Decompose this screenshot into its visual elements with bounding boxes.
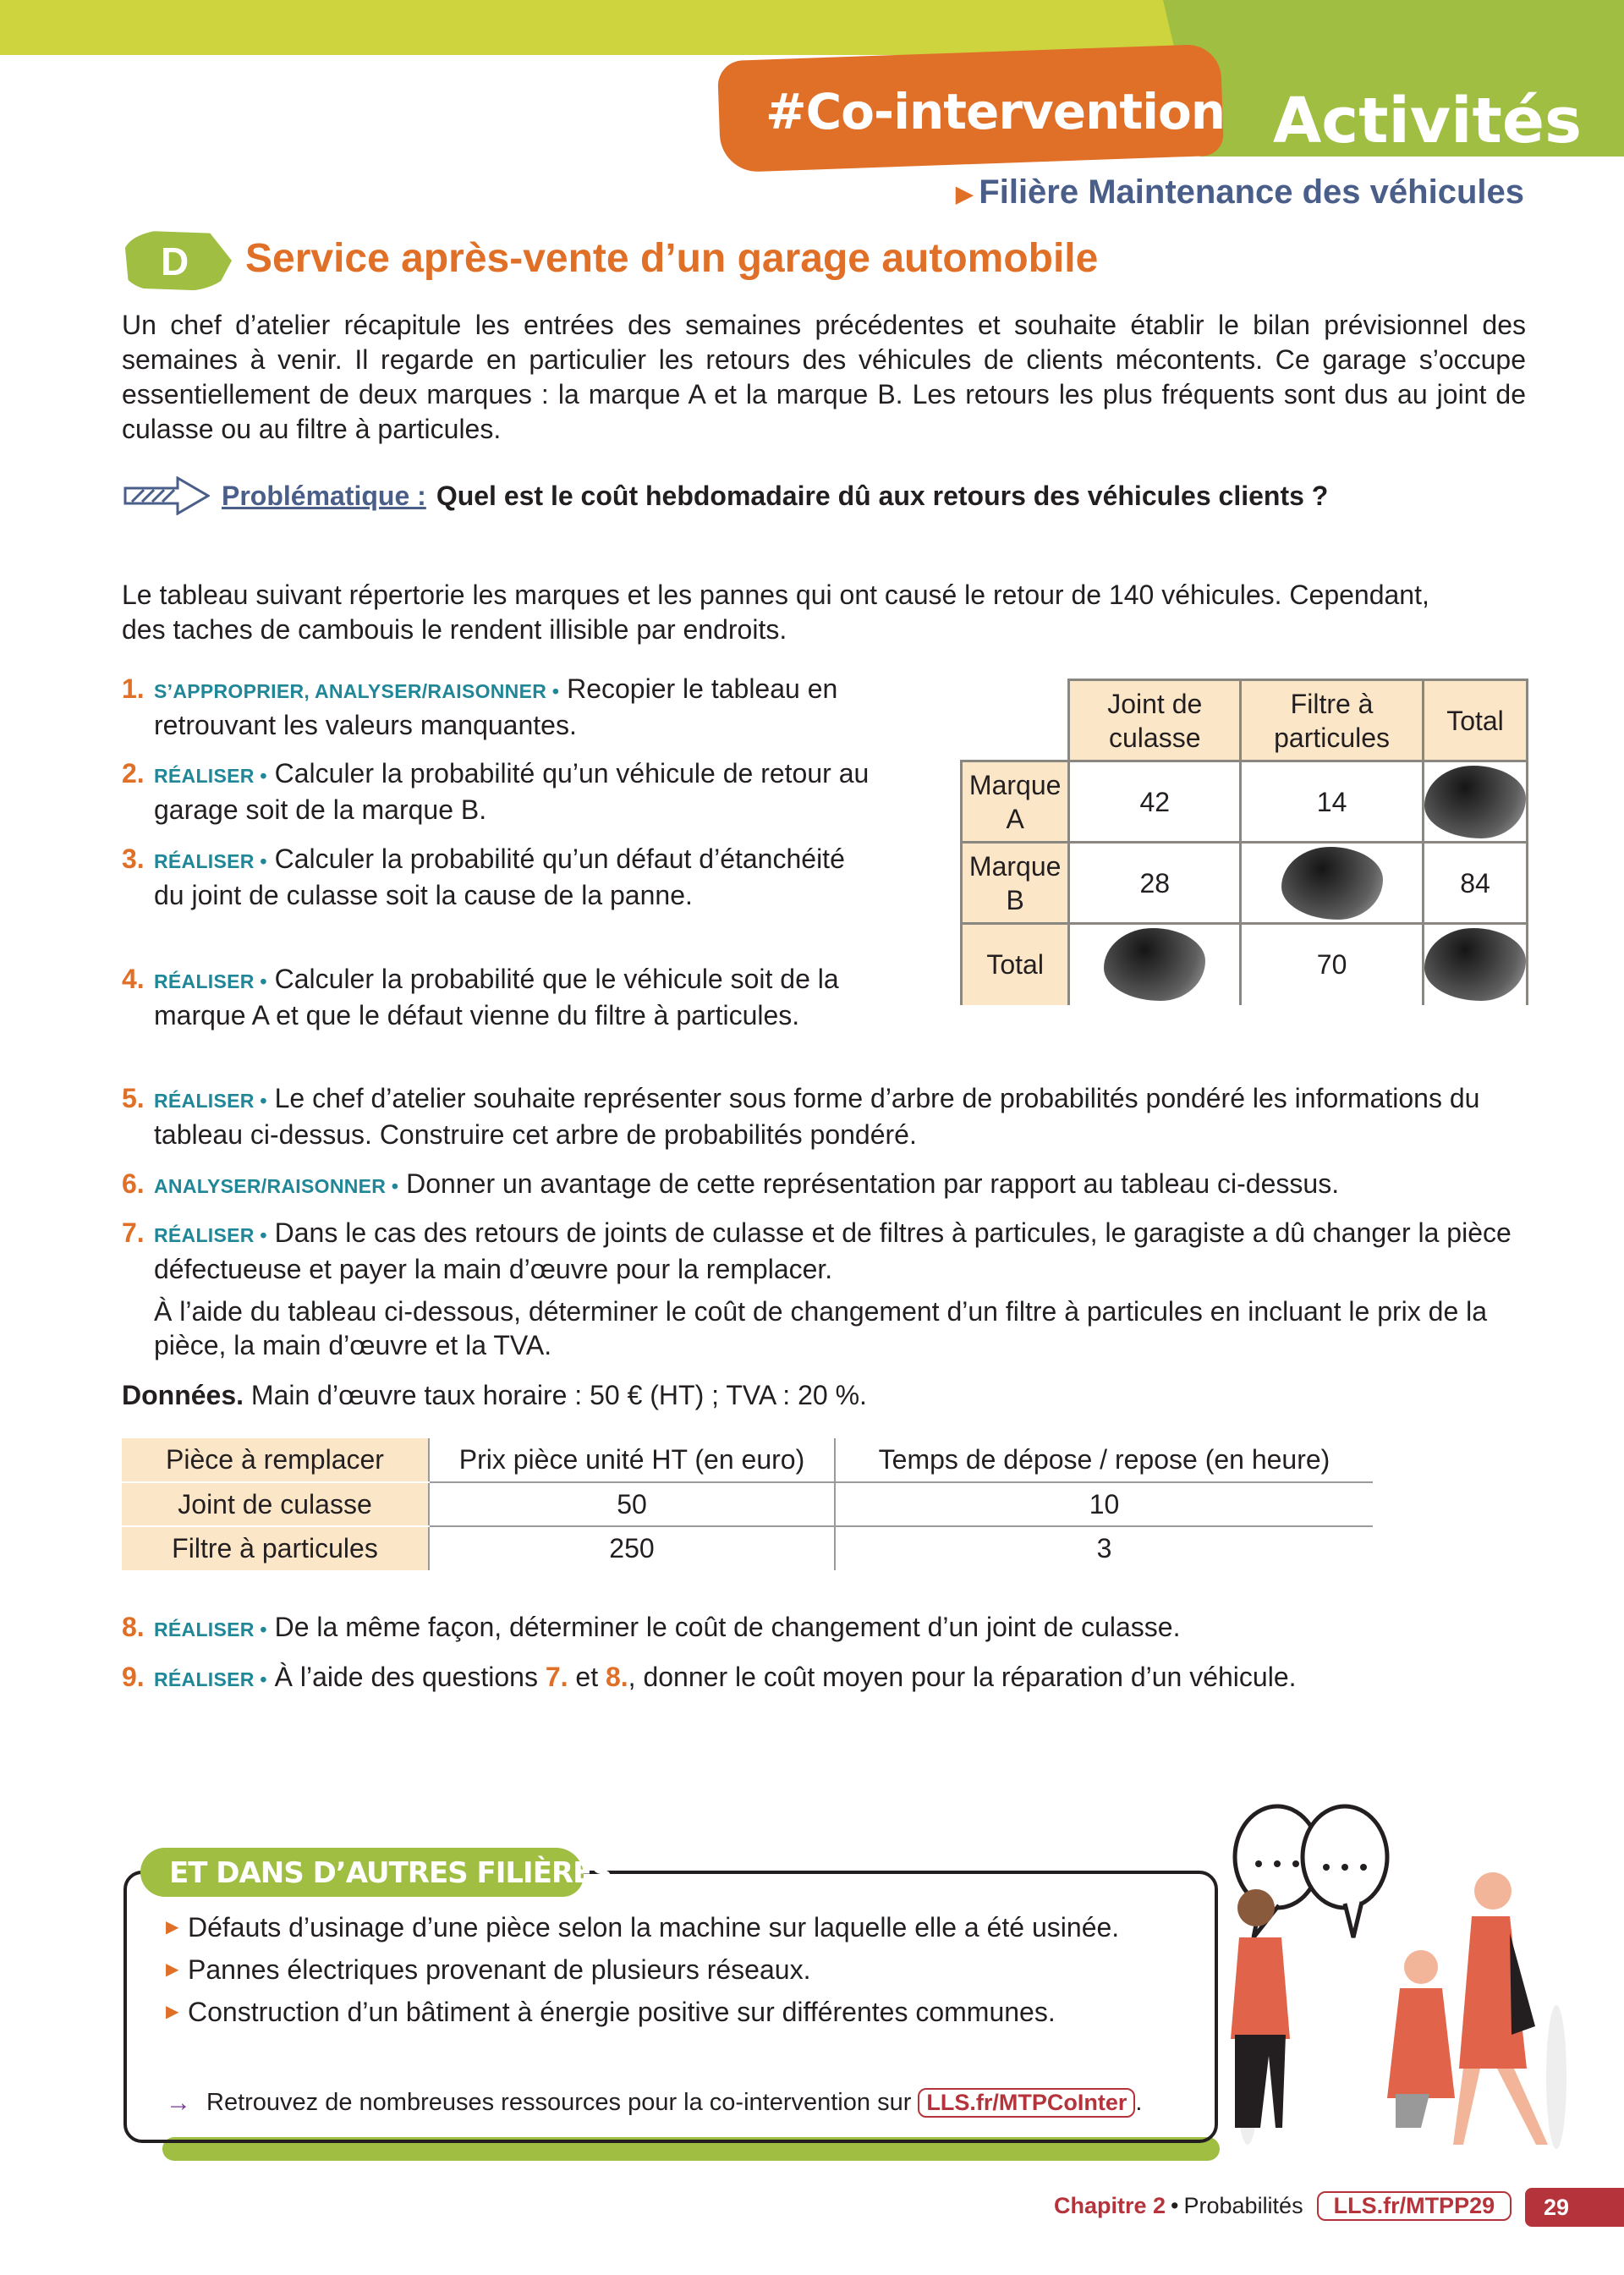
activity-letter: D	[161, 239, 189, 283]
table-row: Joint de culasse 50 10	[122, 1482, 1373, 1526]
resources-line: → Retrouvez de nombreuses ressources pour la co-intervention sur LLS.fr/MTPCoInter .	[166, 2088, 1143, 2117]
arrow-right-icon: →	[166, 2088, 191, 2117]
triangle-bullet-icon: ▶	[166, 1960, 179, 1979]
table-row: Total 70	[962, 924, 1528, 1005]
question-4: 4. RÉALISER • Calculer la probabilité que le véhicule soit de la marque A et que le défaut vienne du filtre à particules.	[122, 964, 839, 1030]
table-header-row: Pièce à remplacer Prix pièce unité HT (en euro) Temps de dépose / repose (en heure)	[122, 1438, 1373, 1482]
question-9: 9. RÉALISER • À l’aide des questions 7. et 8., donner le coût moyen pour la réparation d’un véhicule.	[122, 1662, 1297, 1692]
resources-link[interactable]: LLS.fr/MTPCoInter	[918, 2088, 1135, 2118]
triangle-bullet-icon: ▶	[956, 180, 979, 206]
breakdown-table	[960, 679, 1528, 1005]
header-joint: Joint de culasse	[1069, 680, 1241, 761]
activity-title: Service après-vente d’un garage automobile	[245, 236, 1099, 281]
footer-chapter: Chapitre 2	[1054, 2193, 1166, 2218]
question-8: 8. RÉALISER • De la même façon, déterminer le coût de changement d’un joint de culasse.	[122, 1612, 1181, 1642]
table-header-row	[962, 680, 1528, 761]
section-title: Activités	[1273, 85, 1583, 157]
footer-topic: Probabilités	[1183, 2193, 1303, 2218]
parts-table	[122, 1438, 1373, 1570]
header-total: Total	[1423, 680, 1527, 761]
oil-stain	[1424, 766, 1526, 838]
problematique-question: Quel est le coût hebdomadaire dû aux retours des véhicules clients ?	[436, 480, 1329, 511]
question-7: 7. RÉALISER • Dans le cas des retours de joints de culasse et de filtres à particules, le garagiste a dû changer la pièce défectueuse et payer la main d’œuvre pour la remplacer. À l’aide du tableau ci-dessous, déterminer le coût de changement d’un filtre à particules en incluant le prix de la pièce, la main d’œuvre et la TVA.	[122, 1217, 1512, 1360]
list-item: ▶ Construction d’un bâtiment à énergie positive sur différentes communes.	[166, 1997, 1056, 2027]
oil-stain	[1104, 928, 1205, 1001]
footer: Chapitre 2 • Probabilités LLS.fr/MTPP29	[1054, 2191, 1512, 2221]
co-intervention-label: #Co-intervention	[765, 83, 1226, 140]
table-row: Marque A 42 14	[962, 761, 1528, 843]
problematique-row	[123, 476, 1328, 515]
other-filieres-title: ET DANS D’AUTRES FILIÈRES…	[169, 1856, 639, 1890]
question-1: 1. S’APPROPRIER, ANALYSER/RAISONNER • Recopier le tableau en retrouvant les valeurs manquantes.	[122, 673, 838, 740]
people-chatting-illustration	[1218, 1798, 1590, 2170]
list-item: ▶ Pannes électriques provenant de plusieurs réseaux.	[166, 1954, 811, 1985]
filiere-subtitle: ▶ Filière Maintenance des véhicules	[956, 173, 1524, 211]
oil-stain	[1424, 928, 1526, 1001]
question-2: 2. RÉALISER • Calculer la probabilité qu’un véhicule de retour au garage soit de la marque B.	[122, 758, 870, 825]
table-row: Marque B 28 84	[962, 843, 1528, 924]
question-5: 5. RÉALISER • Le chef d’atelier souhaite représenter sous forme d’arbre de probabilités pondéré les informations du tableau ci-dessus. Construire cet arbre de probabilités pondéré.	[122, 1083, 1480, 1150]
table-intro: Le tableau suivant répertorie les marques et les pannes qui ont causé le retour de 140 véhicules. Cependant, des taches de cambouis le rendent illisible par endroits.	[122, 580, 1429, 645]
problematique-label: Problématique :	[222, 480, 426, 511]
other-filieres-list	[166, 1910, 1130, 2029]
oil-stain	[1281, 847, 1383, 920]
list-item: ▶ Défauts d’usinage d’une pièce selon la machine sur laquelle elle a été usinée.	[166, 1912, 1120, 1943]
donnees: Données. Main d’œuvre taux horaire : 50 € (HT) ; TVA : 20 %.	[122, 1380, 867, 1410]
arrow-pencil-icon	[123, 476, 210, 515]
question-3: 3. RÉALISER • Calculer la probabilité qu’un défaut d’étanchéité du joint de culasse soit la cause de la panne.	[122, 844, 845, 910]
table-row: Filtre à particules 250 3	[122, 1526, 1373, 1570]
triangle-bullet-icon: ▶	[166, 2003, 179, 2021]
question-6: 6. ANALYSER/RAISONNER • Donner un avantage de cette représentation par rapport au tableau ci-dessus.	[122, 1168, 1340, 1199]
triangle-bullet-icon: ▶	[166, 1918, 179, 1937]
intro-paragraph: Un chef d’atelier récapitule les entrées des semaines précédentes et souhaite établir le bilan prévisionnel des semaines à venir. Il regarde en particulier les retours des véhicules de clients mécontents. Ce garage s’occupe essentiellement de deux marques : la marque A et la marque B. Les retours les plus fréquents sont dus au joint de culasse ou au filtre à particules.	[122, 310, 1526, 444]
footer-link[interactable]: LLS.fr/MTPP29	[1317, 2191, 1512, 2221]
page-number: 29	[1525, 2188, 1624, 2227]
header-filtre: Filtre à particules	[1241, 680, 1424, 761]
